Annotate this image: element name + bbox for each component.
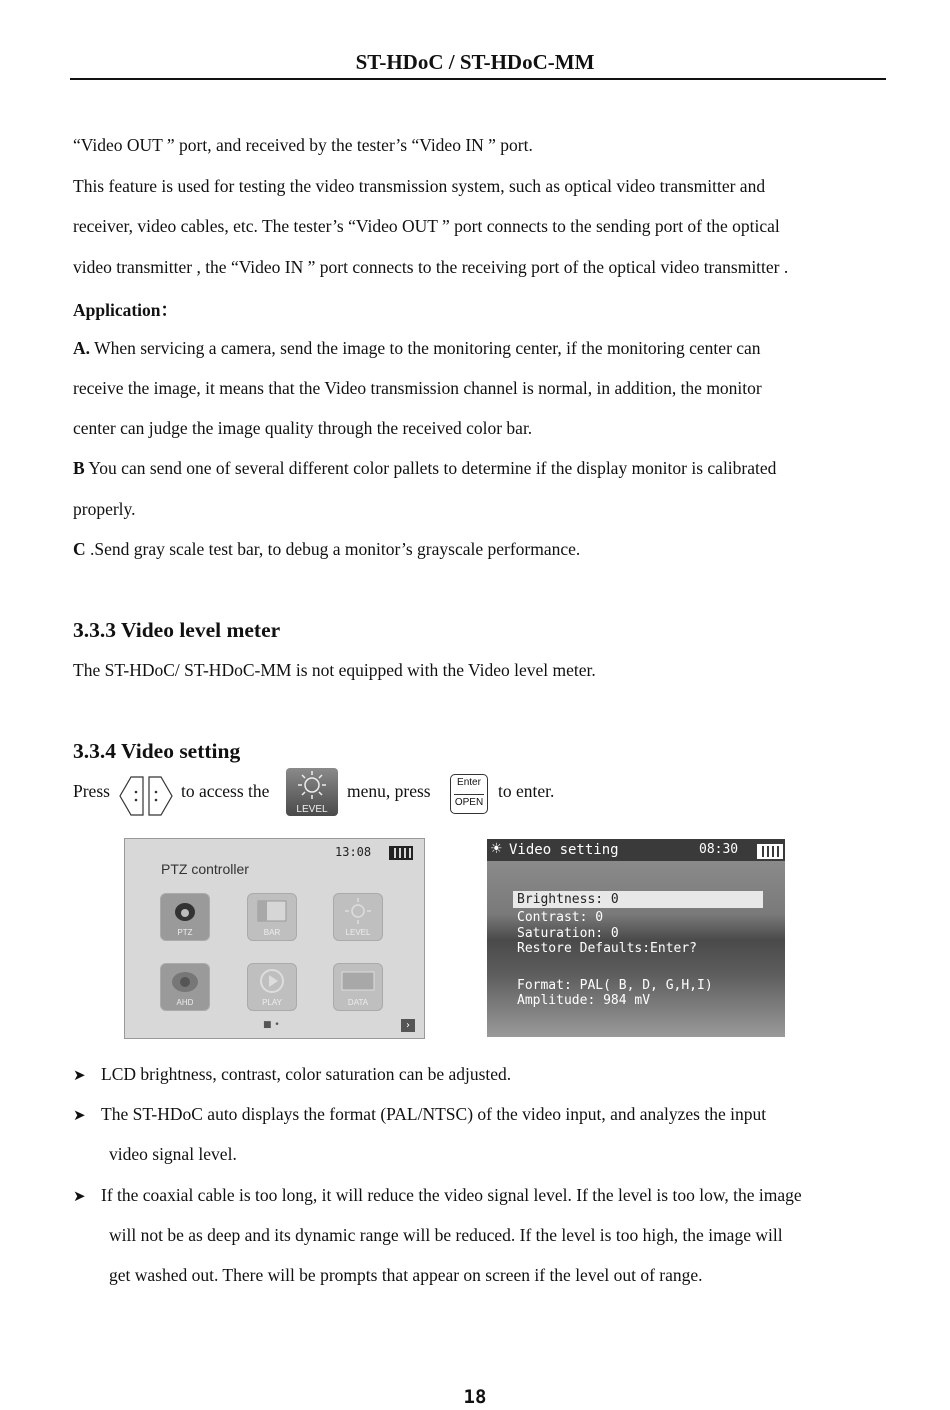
item-c-text: .Send gray scale test bar, to debug a monitor’s grayscale performance.: [85, 539, 581, 559]
sun-icon: [334, 894, 382, 928]
saturation-setting: Saturation: 0: [517, 926, 619, 941]
color-bar-icon: [248, 894, 296, 928]
application-b-line-1: [73, 458, 776, 479]
restore-defaults-setting: Restore Defaults:Enter?: [517, 941, 698, 956]
ahd-tile-label: AHD: [176, 998, 194, 1007]
intro-line-4: video transmitter , the “Video IN ” port connects to the receiving port of the optical video transmitter .: [73, 257, 789, 277]
item-a-label: A.: [73, 338, 91, 358]
page-indicator: ■ •: [263, 1020, 280, 1030]
level-icon-label: LEVEL: [296, 804, 328, 815]
data-monitor-icon: [334, 964, 382, 998]
section-334-heading: 3.3.4 Video setting: [73, 739, 241, 763]
amplitude-readout: Amplitude: 984 mV: [517, 993, 651, 1008]
bullet-2-line-1: The ST-HDoC auto displays the format (PAL/NTSC) of the video input, and analyzes the input: [101, 1104, 767, 1124]
ptz-tile: [160, 893, 210, 941]
camera-icon: [161, 964, 209, 998]
application-heading: Application：: [73, 300, 179, 320]
level-menu-icon: [286, 768, 338, 816]
format-readout: Format: PAL( B, D, G,H,I): [517, 978, 713, 993]
video-setting-screenshot: [487, 839, 785, 1037]
data-tile-label: DATA: [347, 998, 369, 1007]
enter-key-icon: [450, 774, 488, 814]
bar-tile-label: BAR: [263, 928, 281, 937]
ahd-tile: [160, 963, 210, 1011]
bullet-3-line-2: will not be as deep and its dynamic range will be reduced. If the level is too high, the image will: [109, 1225, 783, 1245]
ptz-tile-label: PTZ: [177, 928, 193, 937]
video-setting-title: Video setting: [509, 842, 619, 858]
left-right-arrow-keys-icon: [117, 774, 175, 818]
ptz-controller-screenshot: [124, 838, 425, 1039]
level-tile-label: LEVEL: [345, 928, 371, 937]
item-b-label: B: [73, 458, 85, 478]
to-access-text: to access the: [181, 781, 270, 801]
ptz-screen-title: PTZ controller: [161, 861, 249, 877]
item-a-text: When servicing a camera, send the image to the monitoring center, if the monitoring center can: [90, 338, 761, 358]
page-number: 18: [463, 1386, 487, 1408]
bullet-3-line-3: get washed out. There will be prompts that appear on screen if the level out of range.: [109, 1265, 703, 1285]
intro-line-2: This feature is used for testing the video transmission system, such as optical video transmitter and: [73, 176, 766, 196]
application-b-line-2: properly.: [73, 499, 136, 519]
contrast-setting: Contrast: 0: [517, 910, 604, 925]
dome-camera-icon: [161, 894, 209, 928]
sun-icon: [286, 768, 338, 804]
header-divider: [70, 78, 886, 80]
sun-icon: ☀: [490, 841, 503, 857]
bullet-2-line-2: video signal level.: [109, 1144, 237, 1164]
document-title: ST-HDoC / ST-HDoC-MM: [355, 50, 595, 74]
bullet-arrow-icon: ➤: [73, 1068, 86, 1084]
section-333-heading: 3.3.3 Video level meter: [73, 618, 281, 642]
bullet-3-line-1: If the coaxial cable is too long, it will reduce the video signal level. If the level is too low, the image: [101, 1185, 802, 1205]
enter-key-bottom-label: OPEN: [454, 797, 484, 808]
application-c-line-1: [73, 539, 580, 560]
battery-icon: [757, 844, 783, 859]
brightness-setting: Brightness: 0: [517, 892, 619, 907]
play-tile: [247, 963, 297, 1011]
video-setting-time: 08:30: [699, 842, 739, 857]
application-a-line-2: receive the image, it means that the Video transmission channel is normal, in addition, the monitor: [73, 378, 762, 398]
item-c-label: C: [73, 539, 86, 559]
bullet-arrow-icon: ➤: [73, 1189, 86, 1205]
bullet-arrow-icon: ➤: [73, 1108, 86, 1124]
enter-key-top-label: Enter: [457, 777, 481, 788]
next-page-icon: ›: [401, 1019, 415, 1032]
battery-icon: [389, 846, 413, 860]
bar-tile: [247, 893, 297, 941]
enter-key-divider: [454, 794, 484, 795]
application-a-line-3: center can judge the image quality through the received color bar.: [73, 418, 533, 438]
play-icon: [248, 964, 296, 998]
item-b-text: You can send one of several different color pallets to determine if the display monitor is calibrated: [84, 458, 777, 478]
video-setting-titlebar: [487, 839, 785, 861]
menu-press-text: menu, press: [347, 781, 431, 801]
to-enter-text: to enter.: [498, 781, 555, 801]
press-text: Press: [73, 781, 110, 801]
application-a-line-1: [73, 338, 761, 359]
ptz-screen-time: 13:08: [335, 845, 372, 859]
intro-line-1: “Video OUT ” port, and received by the tester’s “Video IN ” port.: [73, 135, 533, 155]
intro-line-3: receiver, video cables, etc. The tester’s “Video OUT ” port connects to the sending port of the optical: [73, 216, 780, 236]
play-tile-label: PLAY: [262, 998, 282, 1007]
level-tile: [333, 893, 383, 941]
data-tile: [333, 963, 383, 1011]
bullet-1: LCD brightness, contrast, color saturation can be adjusted.: [101, 1064, 512, 1084]
section-333-text: The ST-HDoC/ ST-HDoC-MM is not equipped with the Video level meter.: [73, 660, 596, 680]
